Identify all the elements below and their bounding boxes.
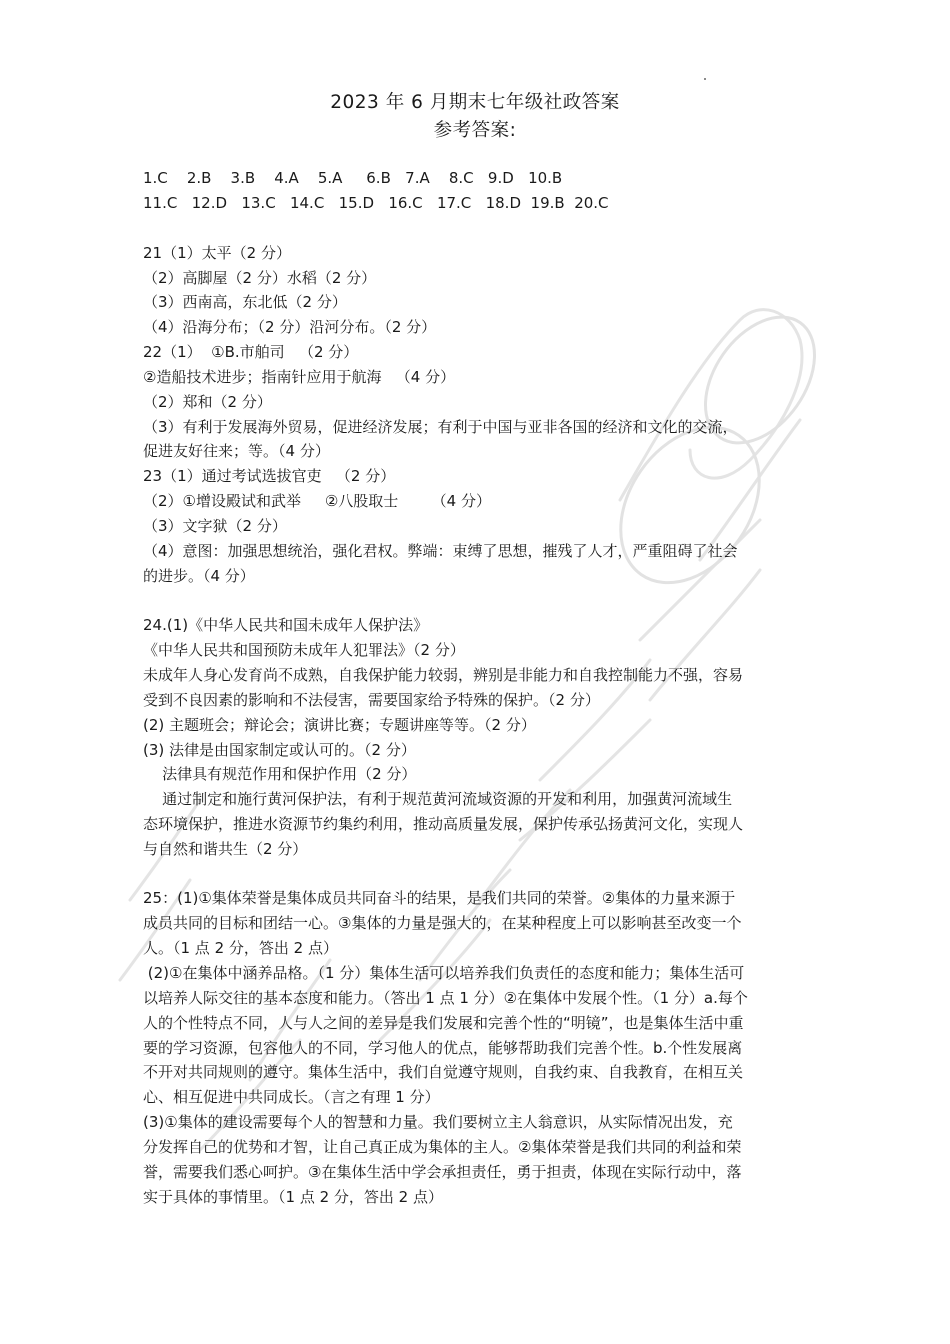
answer-line: （3）有利于发展海外贸易，促进经济发展；有利于中国与亚非各国的经济和文化的交流， [143,418,738,436]
answer-line: 不开对共同规则的遵守。集体生活中，我们自觉遵守规则，自我约束、自我教育，在相互关 [143,1063,744,1081]
answer-line: 《中华人民共和国预防未成年人犯罪法》（2 分） [143,641,465,659]
answer-line: 态环境保护，推进水资源节约集约利用，推动高质量发展，保护传承弘扬黄河文化，实现人 [143,815,744,833]
answer-line: 促进友好往来；等。（4 分） [143,442,330,460]
answer-line: 未成年人身心发育尚不成熟，自我保护能力较弱，辨别是非能力和自我控制能力不强，容易 [143,666,744,684]
answer-line: 25：(1)①集体荣誉是集体成员共同奋斗的结果，是我们共同的荣誉。②集体的力量来源于 [143,889,736,907]
answer-line: （2）高脚屋（2 分）水稻（2 分） [143,269,377,287]
answer-line: （3）西南高，东北低（2 分） [143,293,347,311]
answer-line: 受到不良因素的影响和不法侵害，需要国家给予特殊的保护。（2 分） [143,691,600,709]
answer-line: 人。（1 点 2 分，答出 2 点） [143,939,338,957]
answer-line: 誉，需要我们悉心呵护。③在集体生活中学会承担责任，勇于担责，体现在实际行动中，落 [143,1163,742,1181]
document-subtitle: 参考答案: [433,120,517,141]
answer-key-row-2: 11.C 12.D 13.C 14.C 15.D 16.C 17.C 18.D 19.B 20.C [143,194,609,212]
answer-line: 分发挥自己的优势和才智，让自己真正成为集体的主人。②集体荣誉是我们共同的利益和荣 [143,1138,742,1156]
answer-line: 23（1）通过考试选拔官吏 （2 分） [143,467,396,485]
answer-line: 心、相互促进中共同成长。（言之有理 1 分） [143,1088,440,1106]
answer-line: 21（1）太平（2 分） [143,244,291,262]
answer-line: ②造船技术进步；指南针应用于航海 （4 分） [143,368,456,386]
answer-line: （4）沿海分布；（2 分）沿河分布。（2 分） [143,318,437,336]
answer-line: (2)①在集体中涵养品格。（1 分）集体生活可以培养我们负责任的态度和能力；集体生活可 [143,964,745,982]
answer-line: （2）①增设殿试和武举 ②八股取士 （4 分） [143,492,491,510]
answer-line: 实于具体的事情里。（1 点 2 分，答出 2 点） [143,1188,443,1206]
answer-line: 的进步。（4 分） [143,567,255,585]
answer-line: 通过制定和施行黄河保护法，有利于规范黄河流域资源的开发和利用，加强黄河流域生 [143,790,733,808]
answer-line: (2) 主题班会；辩论会；演讲比赛；专题讲座等等。（2 分） [143,716,536,734]
answer-line: （3）文字狱（2 分） [143,517,287,535]
document-title: 2023 年 6 月期末七年级社政答案 [330,92,620,113]
answer-key-row-1: 1.C 2.B 3.B 4.A 5.A 6.B 7.A 8.C 9.D 10.B [143,169,563,187]
answer-line: 成员共同的目标和团结一心。③集体的力量是强大的，在某种程度上可以影响甚至改变一个 [143,914,742,932]
answer-line: 以培养人际交往的基本态度和能力。（答出 1 点 1 分）②在集体中发展个性。（1 分）a.每个 [143,989,748,1007]
answer-line: （2）郑和（2 分） [143,393,272,411]
answer-line: (3)①集体的建设需要每个人的智慧和力量。我们要树立主人翁意识，从实际情况出发，充 [143,1113,733,1131]
answer-line: 法律具有规范作用和保护作用（2 分） [143,765,417,783]
answer-line: 要的学习资源，包容他人的不同，学习他人的优点，能够帮助我们完善个性。b.个性发展离 [143,1039,743,1057]
answer-line: 24.(1)《中华人民共和国未成年人保护法》 [143,616,429,634]
answer-line: 22（1） ①B.市舶司 （2 分） [143,343,359,361]
answer-line: (3) 法律是由国家制定或认可的。（2 分） [143,741,416,759]
answer-line: 与自然和谐共生（2 分） [143,840,308,858]
answer-line: （4）意图：加强思想统治，强化君权。弊端：束缚了思想，摧残了人才，严重阻碍了社会 [143,542,738,560]
answer-line: 人的个性特点不同，人与人之间的差异是我们发展和完善个性的“明镜”，也是集体生活中重 [143,1014,744,1032]
scan-speck [704,78,706,80]
